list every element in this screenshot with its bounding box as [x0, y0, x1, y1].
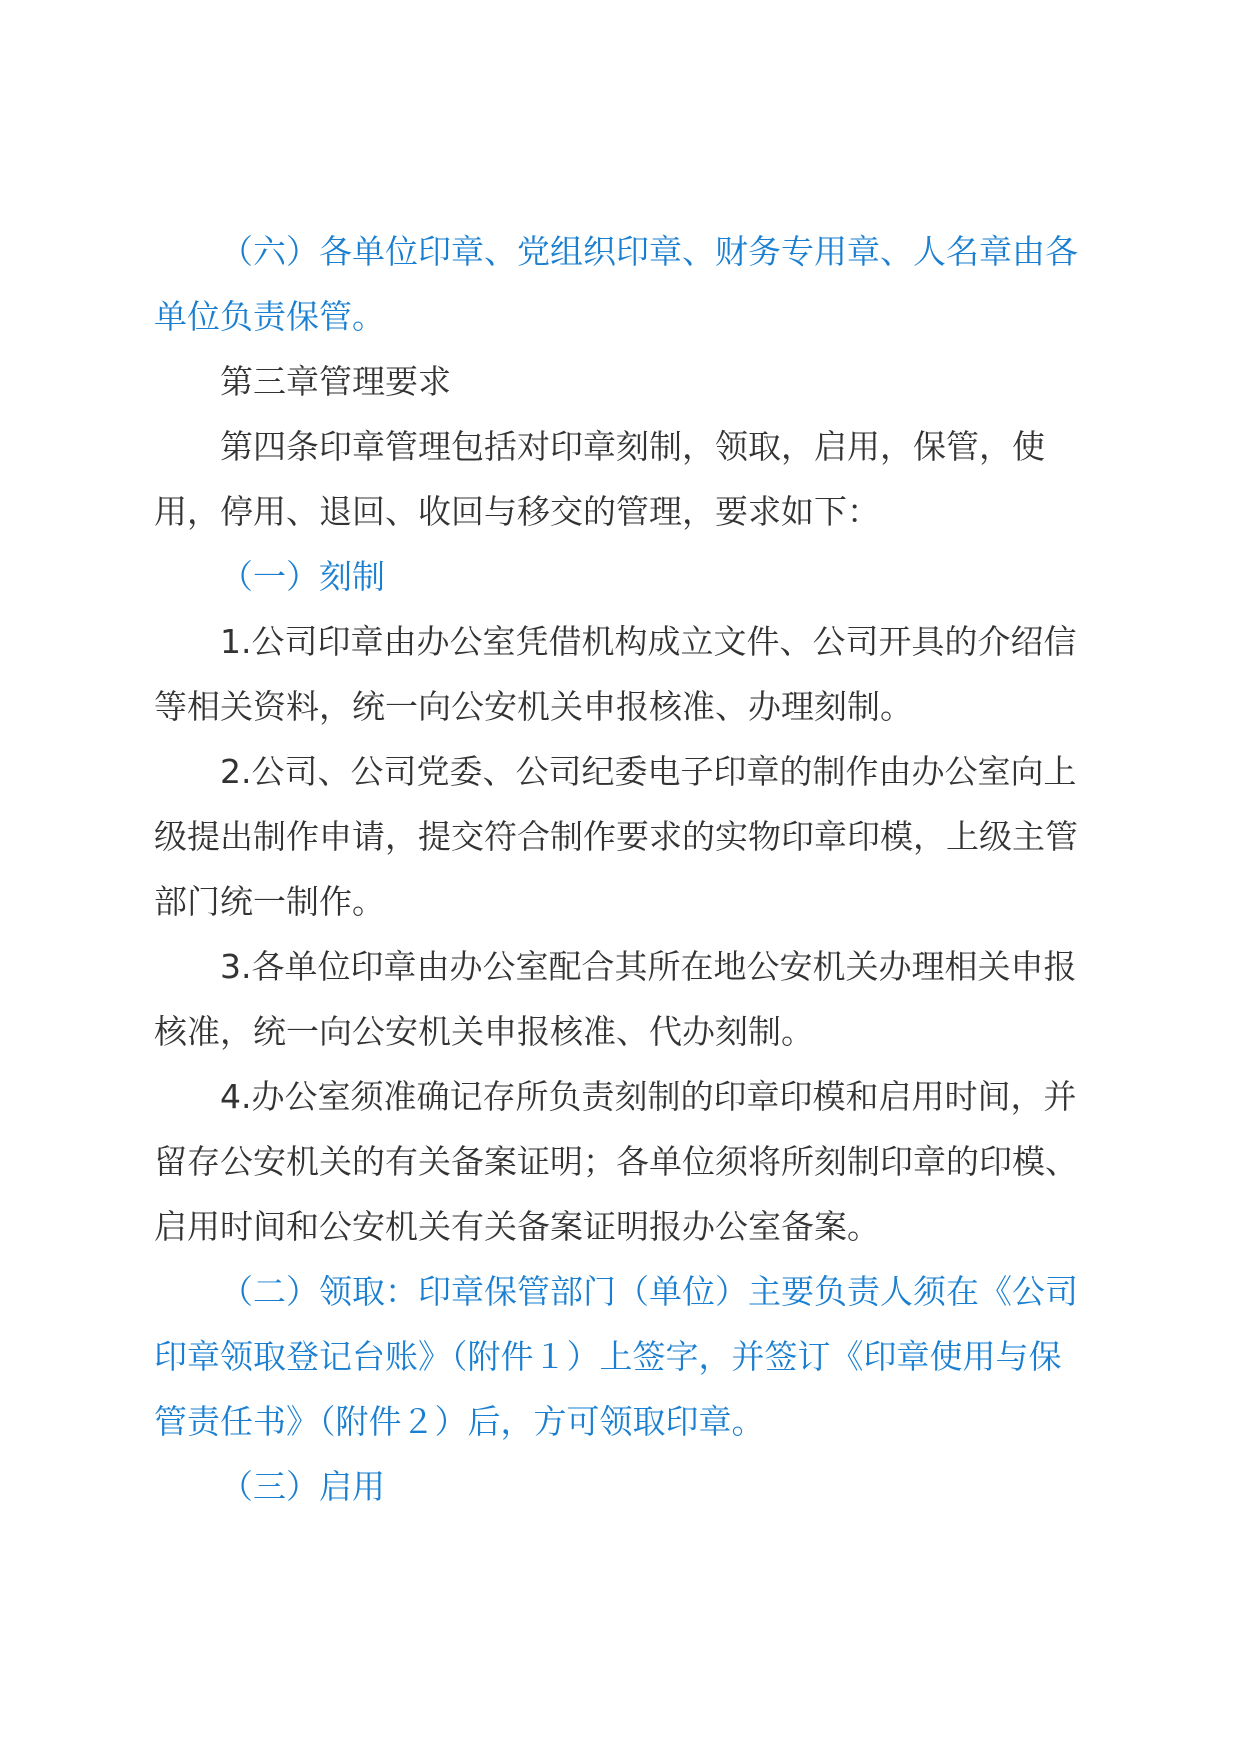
engraving-item-3: 3.各单位印章由办公室配合其所在地公安机关办理相关申报核准，统一向公安机关申报核准、代办刻制。 — [154, 947, 1077, 1051]
section-1-engraving-heading: （一）刻制 — [220, 557, 385, 596]
article-4-paragraph: 第四条印章管理包括对印章刻制，领取，启用，保管，使用，停用、退回、收回与移交的管理，要求如下： — [154, 427, 1045, 531]
document-body — [154, 219, 1094, 1519]
chapter-3-heading: 第三章管理要求 — [220, 362, 451, 401]
section-3-activation-heading: （三）启用 — [220, 1467, 385, 1506]
engraving-item-2: 2.公司、公司党委、公司纪委电子印章的制作由办公室向上级提出制作申请，提交符合制作要求的实物印章印模，上级主管部门统一制作。 — [154, 752, 1078, 921]
engraving-item-4: 4.办公室须准确记存所负责刻制的印章印模和启用时间，并留存公安机关的有关备案证明；各单位须将所刻制印章的印模、启用时间和公安机关有关备案证明报办公室备案。 — [154, 1077, 1078, 1246]
section-2-collection-paragraph: （二）领取：印章保管部门（单位）主要负责人须在《公司印章领取登记台账》（附件１）上签字，并签订《印章使用与保管责任书》（附件２）后，方可领取印章。 — [154, 1272, 1078, 1441]
engraving-item-1: 1.公司印章由办公室凭借机构成立文件、公司开具的介绍信等相关资料，统一向公安机关申报核准、办理刻制。 — [154, 622, 1077, 726]
paragraph-item-6-custody: （六）各单位印章、党组织印章、财务专用章、人名章由各单位负责保管。 — [154, 232, 1078, 336]
